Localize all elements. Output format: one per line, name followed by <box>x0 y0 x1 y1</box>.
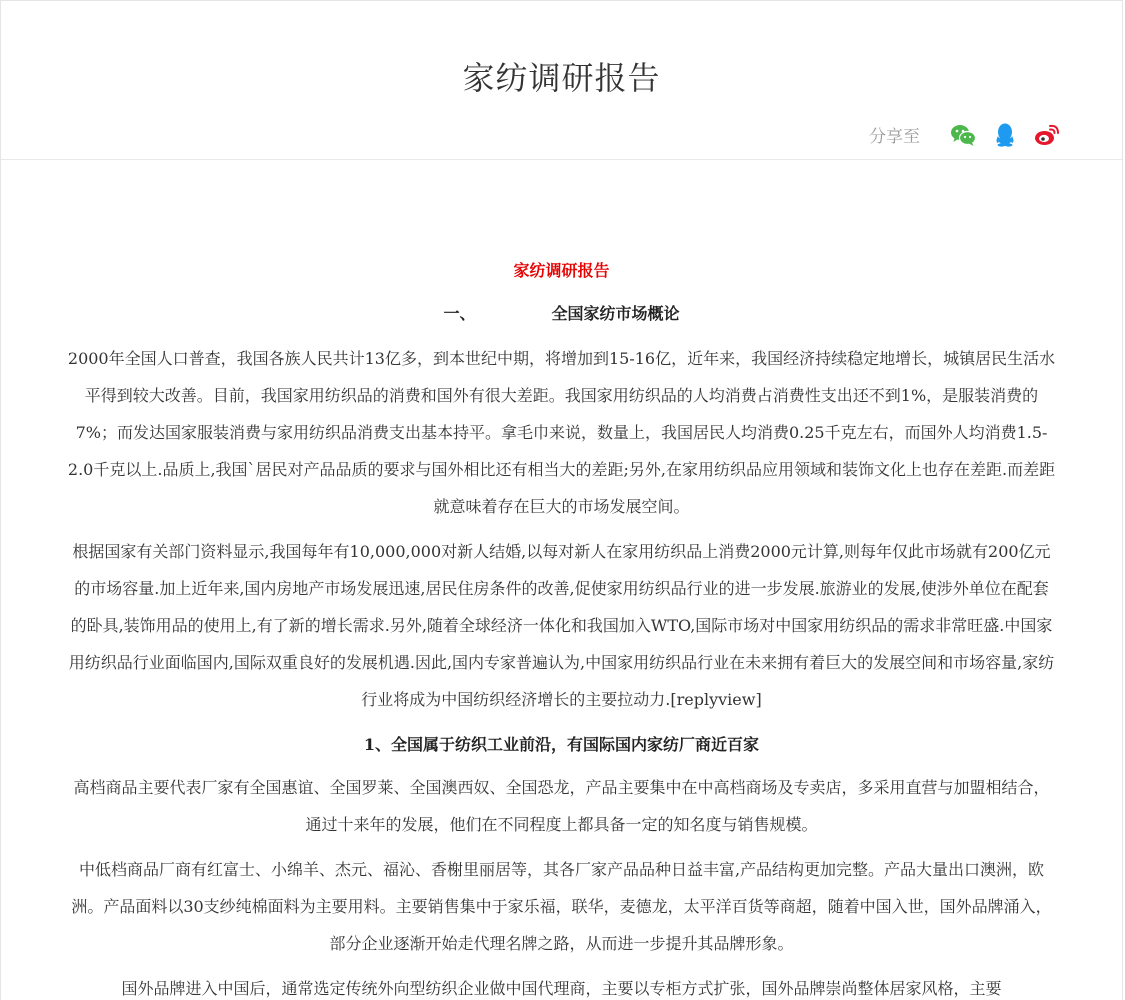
sub-heading: 1、全国属于纺织工业前沿，有国际国内家纺厂商近百家 <box>363 735 760 754</box>
section-number: 一、 <box>443 304 476 323</box>
paragraph: 根据国家有关部门资料显示,我国每年有10,000,000对新人结婚,以每对新人在家用纺织品上消费2000元计算,则每年仅此市场就有200亿元的市场容量.加上近年来,国内房地产市场发展迅速,居民住房条件的改善,促使家用纺织品行业的进一步发展.旅游业的发展,使涉外单位在配套的卧具,装饰用品的使用上,有了新的增长需求.另外,随着全球经济一体化和我国加入WTO,国际市场对中国家用纺织品的需求非常旺盛.中国家用纺织品行业面临国内,国际双重良好的发展机遇.因此,国内专家普遍认为,中国家用纺织品行业在未来拥有着巨大的发展空间和市场容量,家纺行业将成为中国纺织经济增长的主要拉动力.[replyview] <box>68 542 1055 709</box>
paragraph: 中低档商品厂商有红富士、小绵羊、杰元、福沁、香榭里丽居等，其各厂家产品品种日益丰富,产品结构更加完整。产品大量出口澳洲，欧洲。产品面料以30支纱纯棉面料为主要用料。主要销售集中于家乐福，联华，麦德龙，太平洋百货等商超，随着中国入世，国外品牌涌入，部分企业逐渐开始走代理名牌之路，从而进一步提升其品牌形象。 <box>71 860 1052 953</box>
paragraph: 2000年全国人口普查，我国各族人民共计13亿多，到本世纪中期，将增加到15-16亿，近年来，我国经济持续稳定地增长，城镇居民生活水平得到较大改善。目前，我国家用纺织品的消费和国外有很大差距。我国家用纺织品的人均消费占消费性支出还不到1%，是服装消费的7%；而发达国家服装消费与家用纺织品消费支出基本持平。拿毛巾来说，数量上，我国居民人均消费0.25千克左右，而国外人均消费1.5-2.0千克以上.品质上,我国`居民对产品品质的要求与国外相比还有相当大的差距;另外,在家用纺织品应用领域和装饰文化上也存在差距.而差距就意味着存在巨大的市场发展空间。 <box>67 349 1056 516</box>
share-label: 分享至 <box>869 127 920 147</box>
share-bar <box>869 122 1060 147</box>
paragraph: 国外品牌进入中国后，通常选定传统外向型纺织企业做中国代理商，主要以专柜方式扩张，国外品牌崇尚整体居家风格，主要 <box>121 979 1002 998</box>
wechat-icon[interactable] <box>950 123 976 147</box>
section-heading <box>67 295 1056 332</box>
page-title: 家纺调研报告 <box>462 59 661 97</box>
section-title: 全国家纺市场概论 <box>551 304 680 323</box>
article-header <box>1 1 1122 160</box>
paragraph: 高档商品主要代表厂家有全国惠谊、全国罗莱、全国澳西奴、全国恐龙，产品主要集中在中高档商场及专卖店，多采用直营与加盟相结合，通过十来年的发展，他们在不同程度上都具备一定的知名度与销售规模。 <box>73 778 1050 834</box>
article-body <box>1 160 1122 1000</box>
doc-title: 家纺调研报告 <box>513 261 610 280</box>
weibo-icon[interactable] <box>1034 123 1060 147</box>
qq-icon[interactable] <box>992 123 1018 147</box>
